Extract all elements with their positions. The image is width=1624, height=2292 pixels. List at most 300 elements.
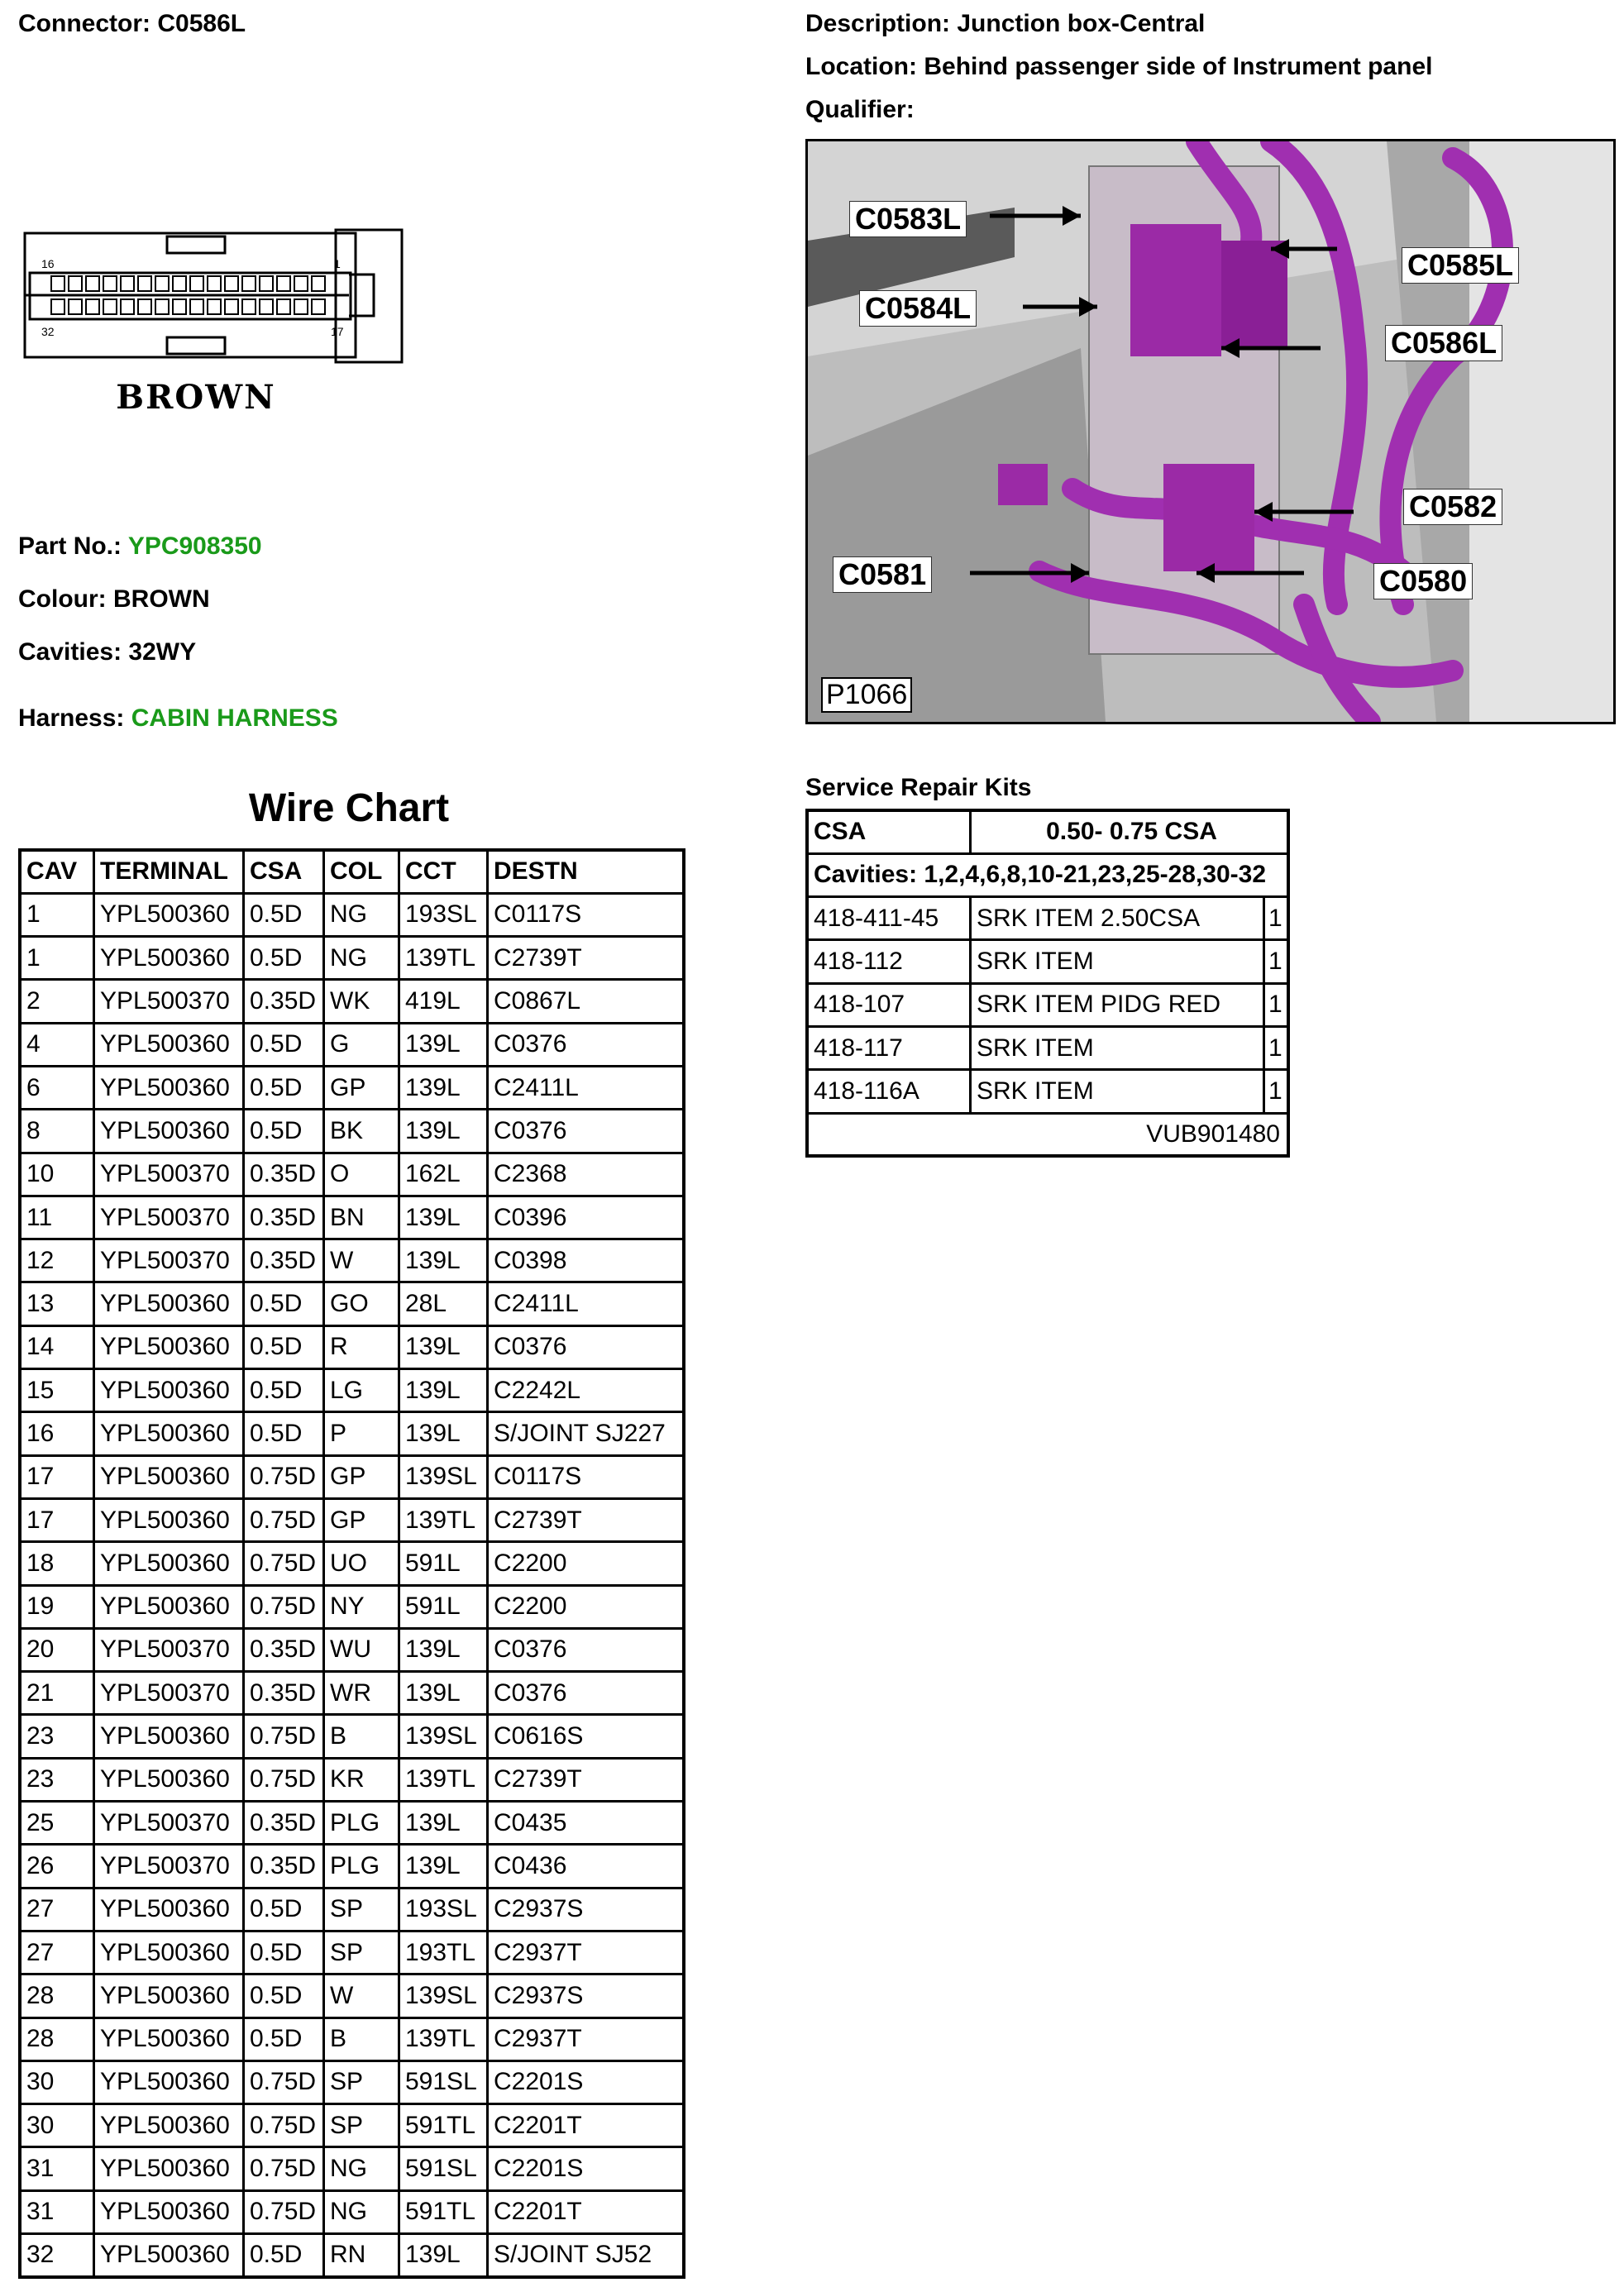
cell-cav: 26 [20,1845,94,1888]
cell-csa: 0.75D [244,2060,324,2103]
cell-col: PLG [324,1845,399,1888]
cell-cct: 591L [399,1542,488,1585]
cell-col: GP [324,1455,399,1498]
cell-terminal: YPL500360 [94,2017,244,2060]
cell-col: SP [324,2060,399,2103]
callout-c0583l: C0583L [849,201,967,237]
wire-chart-row [20,1845,684,1888]
srk-cell-qty: 1 [1264,983,1289,1026]
cell-cav: 14 [20,1325,94,1368]
connector-cavity [242,276,256,291]
cell-cav: 18 [20,1542,94,1585]
cell-csa: 0.75D [244,1758,324,1801]
cell-cav: 21 [20,1672,94,1715]
cell-destn: C0376 [488,1628,685,1671]
srk-row [807,940,1288,983]
cell-col: NG [324,893,399,936]
cell-destn: C0616S [488,1715,685,1758]
cell-cct: 139SL [399,1715,488,1758]
cell-cct: 591TL [399,2104,488,2147]
cell-cct: 139L [399,1412,488,1455]
col-header-col: COL [324,850,399,893]
wire-chart-row [20,1412,684,1455]
srk-cell-desc: SRK ITEM [971,1026,1264,1069]
srk-cell-desc: SRK ITEM [971,940,1264,983]
cell-terminal: YPL500360 [94,2147,244,2190]
srk-footer-row [807,1113,1288,1156]
pin-label-16: 16 [41,257,55,270]
col-header-cct: CCT [399,850,488,893]
cell-terminal: YPL500360 [94,1455,244,1498]
cell-csa: 0.5D [244,1110,324,1153]
col-header-cav: CAV [20,850,94,893]
cell-cct: 139L [399,1369,488,1412]
cell-col: GO [324,1282,399,1325]
cell-cav: 17 [20,1498,94,1541]
connector-face-drawing [18,225,407,423]
connector-cavity [69,299,82,314]
cell-destn: C0398 [488,1239,685,1282]
cell-terminal: YPL500360 [94,1498,244,1541]
connector-cavity [103,299,117,314]
connector-cavity [51,299,64,314]
cell-cav: 10 [20,1153,94,1196]
callout-c0584l: C0584L [859,290,977,327]
cell-cct: 139L [399,1110,488,1153]
cell-cav: 1 [20,937,94,980]
cell-cct: 139TL [399,2017,488,2060]
cell-csa: 0.5D [244,1066,324,1109]
cell-terminal: YPL500360 [94,1412,244,1455]
cell-cav: 2 [20,980,94,1023]
connector-cavity [225,276,238,291]
cell-csa: 0.5D [244,2234,324,2277]
cell-csa: 0.5D [244,1931,324,1974]
cell-terminal: YPL500370 [94,1628,244,1671]
part-number-link[interactable]: YPC908350 [127,532,262,560]
cell-terminal: YPL500360 [94,2234,244,2277]
callout-c0581: C0581 [833,556,932,593]
cell-col: O [324,1153,399,1196]
cell-cav: 12 [20,1239,94,1282]
cell-cct: 28L [399,1282,488,1325]
cell-csa: 0.35D [244,980,324,1023]
cell-csa: 0.75D [244,1542,324,1585]
cell-cct: 139L [399,1802,488,1845]
cell-cav: 27 [20,1931,94,1974]
connector-cavity [225,299,238,314]
cell-terminal: YPL500360 [94,1585,244,1628]
connector-cavity [138,276,151,291]
location-image [805,139,1616,724]
cell-terminal: YPL500370 [94,1153,244,1196]
wire-chart-row [20,1585,684,1628]
cell-col: BK [324,1110,399,1153]
cell-cct: 139L [399,1672,488,1715]
cell-col: P [324,1412,399,1455]
cell-terminal: YPL500360 [94,2060,244,2103]
cell-csa: 0.35D [244,1153,324,1196]
cell-terminal: YPL500360 [94,937,244,980]
cell-cct: 139L [399,1196,488,1239]
wire-chart-row [20,980,684,1023]
cell-destn: C2242L [488,1369,685,1412]
cell-col: W [324,1974,399,2017]
connector-cavity [86,299,99,314]
cell-cav: 32 [20,2234,94,2277]
wire-chart-row [20,1196,684,1239]
srk-row [807,1070,1288,1113]
wire-chart-row [20,2234,684,2277]
cell-csa: 0.35D [244,1628,324,1671]
cell-cav: 17 [20,1455,94,1498]
wire-chart-row [20,1974,684,2017]
wire-chart-row [20,1066,684,1109]
connector-cavity [190,276,203,291]
cell-destn: C0867L [488,980,685,1023]
cell-col: NG [324,2147,399,2190]
cell-destn: C0117S [488,1455,685,1498]
callout-c0586l: C0586L [1385,325,1502,361]
harness: Harness: CABIN HARNESS [18,704,338,732]
connector-cavity [138,299,151,314]
callout-c0582: C0582 [1403,489,1502,525]
cell-terminal: YPL500360 [94,1110,244,1153]
cell-destn: C0117S [488,893,685,936]
cell-destn: C2201S [488,2060,685,2103]
col-header-terminal: TERMINAL [94,850,244,893]
cell-cct: 139L [399,1628,488,1671]
srk-row [807,1026,1288,1069]
cell-col: B [324,2017,399,2060]
cell-terminal: YPL500360 [94,1715,244,1758]
cell-destn: C2200 [488,1542,685,1585]
cell-csa: 0.35D [244,1196,324,1239]
cell-destn: C2739T [488,937,685,980]
cell-terminal: YPL500370 [94,1239,244,1282]
cell-cct: 139L [399,1325,488,1368]
cell-cav: 28 [20,1974,94,2017]
cell-terminal: YPL500360 [94,2104,244,2147]
connector-cavity [190,299,203,314]
wire-chart-row [20,1110,684,1153]
connector-cavity [277,276,290,291]
cell-csa: 0.75D [244,1585,324,1628]
cell-csa: 0.35D [244,1239,324,1282]
cell-destn: C0376 [488,1325,685,1368]
cell-csa: 0.75D [244,1455,324,1498]
cell-col: SP [324,1888,399,1931]
description: Description: Junction box-Central [805,10,1206,37]
cell-destn: C2411L [488,1282,685,1325]
wire-chart-row [20,1239,684,1282]
wire-chart-row [20,1498,684,1541]
colour: Colour: BROWN [18,585,210,613]
cell-col: WU [324,1628,399,1671]
wire-chart-row [20,1369,684,1412]
wire-chart-row [20,2147,684,2190]
wire-chart-row [20,1023,684,1066]
cell-destn: C2201T [488,2190,685,2233]
cell-csa: 0.5D [244,893,324,936]
cavities: Cavities: 32WY [18,638,197,666]
cell-col: GP [324,1066,399,1109]
cell-col: SP [324,1931,399,1974]
cell-cav: 15 [20,1369,94,1412]
cell-terminal: YPL500370 [94,1672,244,1715]
cell-cav: 30 [20,2060,94,2103]
cell-terminal: YPL500370 [94,980,244,1023]
srk-cell-qty: 1 [1264,940,1289,983]
pin-label-17: 17 [331,325,344,338]
cell-cav: 20 [20,1628,94,1671]
wire-chart-table [18,848,685,2279]
cell-csa: 0.5D [244,1282,324,1325]
connector-cavity [242,299,256,314]
wire-chart-row [20,1542,684,1585]
cell-terminal: YPL500360 [94,1758,244,1801]
cell-cct: 139TL [399,1498,488,1541]
wire-chart-row [20,1888,684,1931]
cell-col: R [324,1325,399,1368]
cell-csa: 0.75D [244,2104,324,2147]
cell-cav: 23 [20,1715,94,1758]
wire-chart-row [20,1153,684,1196]
cell-cav: 31 [20,2190,94,2233]
cell-col: NY [324,1585,399,1628]
srk-cell-part: 418-107 [807,983,971,1026]
cell-cct: 139SL [399,1974,488,2017]
cell-col: LG [324,1369,399,1412]
connector-cavity [155,299,169,314]
cell-cav: 30 [20,2104,94,2147]
cell-col: B [324,1715,399,1758]
cell-cav: 23 [20,1758,94,1801]
cell-destn: C0396 [488,1196,685,1239]
srk-footer: VUB901480 [807,1113,1288,1156]
wire-chart-row [20,1715,684,1758]
srk-cell-qty: 1 [1264,1070,1289,1113]
wire-chart-row [20,2017,684,2060]
srk-cell-part: 418-411-45 [807,897,971,940]
cell-terminal: YPL500360 [94,1325,244,1368]
cell-cav: 31 [20,2147,94,2190]
cell-terminal: YPL500360 [94,1369,244,1412]
cell-csa: 0.5D [244,1888,324,1931]
connector-cavity [294,299,308,314]
cell-cct: 139TL [399,937,488,980]
qualifier: Qualifier: [805,96,915,123]
srk-row [807,983,1288,1026]
cell-destn: C0376 [488,1672,685,1715]
part-number: Part No.: YPC908350 [18,532,262,560]
cell-cav: 13 [20,1282,94,1325]
srk-table [805,809,1290,1158]
cell-cct: 193TL [399,1931,488,1974]
photo-id-label: P1066 [821,677,912,713]
cell-col: GP [324,1498,399,1541]
wire-chart-title: Wire Chart [248,786,450,830]
connector-cavity [173,299,186,314]
col-header-destn: DESTN [488,850,685,893]
connector-colour-text: BROWN [116,378,276,417]
wire-chart-row [20,937,684,980]
cell-cct: 139TL [399,1758,488,1801]
srk-csa-row [807,810,1288,853]
cell-terminal: YPL500360 [94,1888,244,1931]
pin-label-1: 1 [334,257,341,270]
cell-destn: C2937S [488,1974,685,2017]
cell-terminal: YPL500360 [94,2190,244,2233]
srk-cell-desc: SRK ITEM [971,1070,1264,1113]
srk-cell-part: 418-116A [807,1070,971,1113]
connector-cavity [69,276,82,291]
cell-col: WK [324,980,399,1023]
wire-chart-row [20,1931,684,1974]
connector-id: C0586L [157,10,246,37]
cell-terminal: YPL500370 [94,1845,244,1888]
connector-cavity [121,276,134,291]
callout-c0580: C0580 [1373,563,1473,599]
wire-chart-row [20,2190,684,2233]
srk-cell-part: 418-117 [807,1026,971,1069]
location: Location: Behind passenger side of Instrument panel [805,53,1433,80]
cell-cct: 139L [399,2234,488,2277]
cell-destn: S/JOINT SJ52 [488,2234,685,2277]
srk-cavities-row [807,853,1288,896]
cell-destn: C0435 [488,1802,685,1845]
cell-destn: C2200 [488,1585,685,1628]
wire-chart-row [20,1758,684,1801]
cell-destn: C2937T [488,2017,685,2060]
connector-cavity [86,276,99,291]
cell-cav: 16 [20,1412,94,1455]
cell-col: BN [324,1196,399,1239]
cell-csa: 0.5D [244,1369,324,1412]
cell-csa: 0.5D [244,937,324,980]
srk-cell-qty: 1 [1264,897,1289,940]
cell-terminal: YPL500360 [94,1931,244,1974]
cell-csa: 0.75D [244,2147,324,2190]
cell-destn: C2368 [488,1153,685,1196]
srk-cell-desc: SRK ITEM 2.50CSA [971,897,1264,940]
cell-cav: 19 [20,1585,94,1628]
srk-row [807,897,1288,940]
cell-cct: 139L [399,1845,488,1888]
cell-cct: 139L [399,1066,488,1109]
cell-destn: C2201S [488,2147,685,2190]
cell-col: NG [324,937,399,980]
wire-chart-row [20,2104,684,2147]
cell-cct: 193SL [399,893,488,936]
cell-cct: 162L [399,1153,488,1196]
cell-destn: C2739T [488,1498,685,1541]
cell-destn: C2937S [488,1888,685,1931]
cell-cav: 11 [20,1196,94,1239]
cell-csa: 0.35D [244,1845,324,1888]
connector-cavity [103,276,117,291]
cell-csa: 0.35D [244,1802,324,1845]
cell-csa: 0.75D [244,2190,324,2233]
cell-cct: 591SL [399,2060,488,2103]
srk-cavities: Cavities: 1,2,4,6,8,10-21,23,25-28,30-32 [807,853,1288,896]
connector-cavity [208,299,221,314]
cell-col: UO [324,1542,399,1585]
cell-csa: 0.5D [244,1325,324,1368]
cell-destn: S/JOINT SJ227 [488,1412,685,1455]
cell-terminal: YPL500370 [94,1196,244,1239]
callout-c0585l: C0585L [1402,247,1519,284]
cell-col: KR [324,1758,399,1801]
cell-col: RN [324,2234,399,2277]
cell-cct: 591L [399,1585,488,1628]
connector-cavity [155,276,169,291]
cell-terminal: YPL500360 [94,1066,244,1109]
cell-destn: C0376 [488,1110,685,1153]
cell-col: PLG [324,1802,399,1845]
cell-terminal: YPL500360 [94,1282,244,1325]
connector-cavity [277,299,290,314]
col-header-csa: CSA [244,850,324,893]
cell-destn: C0436 [488,1845,685,1888]
cell-terminal: YPL500370 [94,1802,244,1845]
cell-terminal: YPL500360 [94,1974,244,2017]
connector-cavity [208,276,221,291]
connector-cavity [312,299,325,314]
cell-destn: C2739T [488,1758,685,1801]
wire-chart-row [20,1628,684,1671]
srk-cell-part: 418-112 [807,940,971,983]
cell-col: G [324,1023,399,1066]
wire-chart-row [20,893,684,936]
cell-destn: C2937T [488,1931,685,1974]
cell-cav: 25 [20,1802,94,1845]
cell-csa: 0.5D [244,1412,324,1455]
cell-cav: 6 [20,1066,94,1109]
wire-chart-row [20,1802,684,1845]
cell-csa: 0.5D [244,1974,324,2017]
cell-terminal: YPL500360 [94,1542,244,1585]
wire-chart-row [20,2060,684,2103]
connector-cavity [121,299,134,314]
cell-cct: 139L [399,1239,488,1282]
cell-col: WR [324,1672,399,1715]
srk-csa-value: 0.50- 0.75 CSA [971,810,1289,853]
cell-cct: 419L [399,980,488,1023]
cell-csa: 0.75D [244,1498,324,1541]
wire-chart-row [20,1325,684,1368]
wire-chart-row [20,1282,684,1325]
cell-cav: 28 [20,2017,94,2060]
cell-csa: 0.5D [244,2017,324,2060]
cell-cct: 591SL [399,2147,488,2190]
cell-cav: 8 [20,1110,94,1153]
connector-cavity [260,299,273,314]
cell-destn: C2411L [488,1066,685,1109]
pin-label-32: 32 [41,325,55,338]
wire-chart-row [20,1455,684,1498]
cell-cav: 27 [20,1888,94,1931]
connector-cavity [312,276,325,291]
connector-cavity [294,276,308,291]
connector-label: Connector: C0586L [18,10,246,37]
cell-cct: 139L [399,1023,488,1066]
wire-chart-row [20,1672,684,1715]
connector-cavity [260,276,273,291]
srk-cell-desc: SRK ITEM PIDG RED [971,983,1264,1026]
cell-cct: 591TL [399,2190,488,2233]
harness-link[interactable]: CABIN HARNESS [131,704,338,732]
